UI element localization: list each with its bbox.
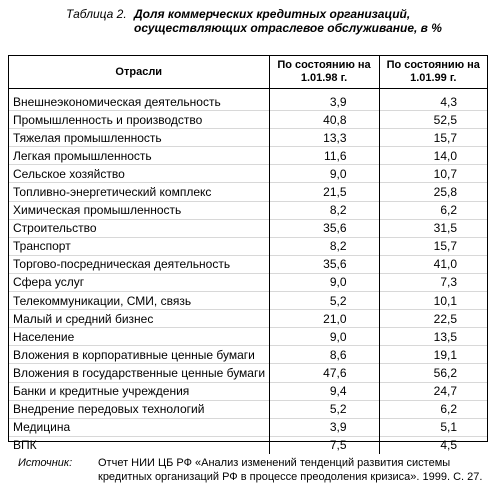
value-1999-cell: 4,5 — [379, 436, 487, 454]
table-row — [9, 129, 487, 147]
value-1999-cell: 15,7 — [379, 129, 487, 147]
sector-name-cell: Строительство — [9, 219, 269, 237]
sector-name-cell: Сельское хозяйство — [9, 165, 269, 183]
table-row — [9, 165, 487, 183]
table-row — [9, 292, 487, 310]
value-1998-cell: 8,2 — [269, 201, 379, 219]
value-1999-cell: 14,0 — [379, 147, 487, 165]
sector-name-cell: Малый и средний бизнес — [9, 310, 269, 328]
table-row — [9, 346, 487, 364]
value-1998-cell: 47,6 — [269, 364, 379, 382]
table-title — [134, 7, 484, 35]
value-1998-cell: 40,8 — [269, 111, 379, 129]
value-1998-cell: 11,6 — [269, 147, 379, 165]
value-1998-cell: 9,0 — [269, 328, 379, 346]
source-label: Источник: — [18, 457, 73, 469]
header-1998: По состоянию на 1.01.98 г. — [269, 56, 379, 89]
value-1998-cell: 5,2 — [269, 292, 379, 310]
value-1999-cell: 6,2 — [379, 400, 487, 418]
sector-name-cell: Транспорт — [9, 237, 269, 255]
sector-name-cell: Торгово-посредническая деятельность — [9, 255, 269, 273]
value-1999-cell: 19,1 — [379, 346, 487, 364]
value-1999-cell: 10,1 — [379, 292, 487, 310]
value-1999-cell: 52,5 — [379, 111, 487, 129]
table-row — [9, 255, 487, 273]
sector-name-cell: Сфера услуг — [9, 273, 269, 291]
value-1998-cell: 13,3 — [269, 129, 379, 147]
table-row — [9, 89, 487, 111]
sector-name-cell: Промышленность и производство — [9, 111, 269, 129]
value-1999-cell: 24,7 — [379, 382, 487, 400]
table-row — [9, 201, 487, 219]
value-1999-cell: 5,1 — [379, 418, 487, 436]
value-1999-cell: 4,3 — [379, 89, 487, 111]
table-row — [9, 111, 487, 129]
table-row — [9, 237, 487, 255]
sector-name-cell: Топливно-энергетический комплекс — [9, 183, 269, 201]
value-1998-cell: 5,2 — [269, 400, 379, 418]
value-1999-cell: 6,2 — [379, 201, 487, 219]
value-1998-cell: 8,2 — [269, 237, 379, 255]
table-row — [9, 328, 487, 346]
value-1998-cell: 8,6 — [269, 346, 379, 364]
sector-name-cell: Легкая промышленность — [9, 147, 269, 165]
sector-name-cell: Тяжелая промышленность — [9, 129, 269, 147]
header-sector: Отрасли — [9, 56, 269, 89]
sector-name-cell: Телекоммуникации, СМИ, связь — [9, 292, 269, 310]
table-row — [9, 364, 487, 382]
value-1998-cell: 3,9 — [269, 89, 379, 111]
data-table — [8, 55, 488, 453]
table-row — [9, 418, 487, 436]
sector-name-cell: ВПК — [9, 436, 269, 454]
value-1999-cell: 41,0 — [379, 255, 487, 273]
table-header-row — [9, 56, 487, 89]
table-title-line-1: Доля коммерческих кредитных организаций, — [134, 7, 411, 21]
sector-name-cell: Банки и кредитные учреждения — [9, 382, 269, 400]
table-row — [9, 382, 487, 400]
value-1999-cell: 15,7 — [379, 237, 487, 255]
value-1998-cell: 9,4 — [269, 382, 379, 400]
sector-name-cell: Внешнеэкономическая деятельность — [9, 89, 269, 111]
value-1999-cell: 13,5 — [379, 328, 487, 346]
sector-name-cell: Вложения в государственные ценные бумаги — [9, 364, 269, 382]
table-row — [9, 310, 487, 328]
value-1998-cell: 35,6 — [269, 219, 379, 237]
sector-name-cell: Химическая промышленность — [9, 201, 269, 219]
header-1999: По состоянию на 1.01.99 г. — [379, 56, 487, 89]
table-row — [9, 183, 487, 201]
sector-name-cell: Население — [9, 328, 269, 346]
value-1999-cell: 7,3 — [379, 273, 487, 291]
value-1998-cell: 21,0 — [269, 310, 379, 328]
sector-name-cell: Медицина — [9, 418, 269, 436]
value-1999-cell: 10,7 — [379, 165, 487, 183]
value-1998-cell: 9,0 — [269, 273, 379, 291]
value-1998-cell: 21,5 — [269, 183, 379, 201]
source-text: Отчет НИИ ЦБ РФ «Анализ изменений тенденций развития системы кредитных организаций РФ в процессе преодоления кризиса». 1999. С. 27. — [98, 457, 483, 483]
value-1999-cell: 31,5 — [379, 219, 487, 237]
table-number: Таблица 2. — [66, 7, 127, 21]
value-1999-cell: 56,2 — [379, 364, 487, 382]
sector-name-cell: Внедрение передовых технологий — [9, 400, 269, 418]
table-row — [9, 273, 487, 291]
table-row — [9, 400, 487, 418]
value-1999-cell: 25,8 — [379, 183, 487, 201]
sector-name-cell: Вложения в корпоративные ценные бумаги — [9, 346, 269, 364]
value-1998-cell: 9,0 — [269, 165, 379, 183]
value-1998-cell: 3,9 — [269, 418, 379, 436]
table-row — [9, 436, 487, 454]
table-title-line-2: осуществляющих отраслевое обслуживание, в % — [134, 21, 442, 35]
table-body — [9, 89, 487, 454]
table-row — [9, 219, 487, 237]
sector-share-table — [9, 56, 487, 454]
value-1998-cell: 7,5 — [269, 436, 379, 454]
value-1998-cell: 35,6 — [269, 255, 379, 273]
table-row — [9, 147, 487, 165]
value-1999-cell: 22,5 — [379, 310, 487, 328]
